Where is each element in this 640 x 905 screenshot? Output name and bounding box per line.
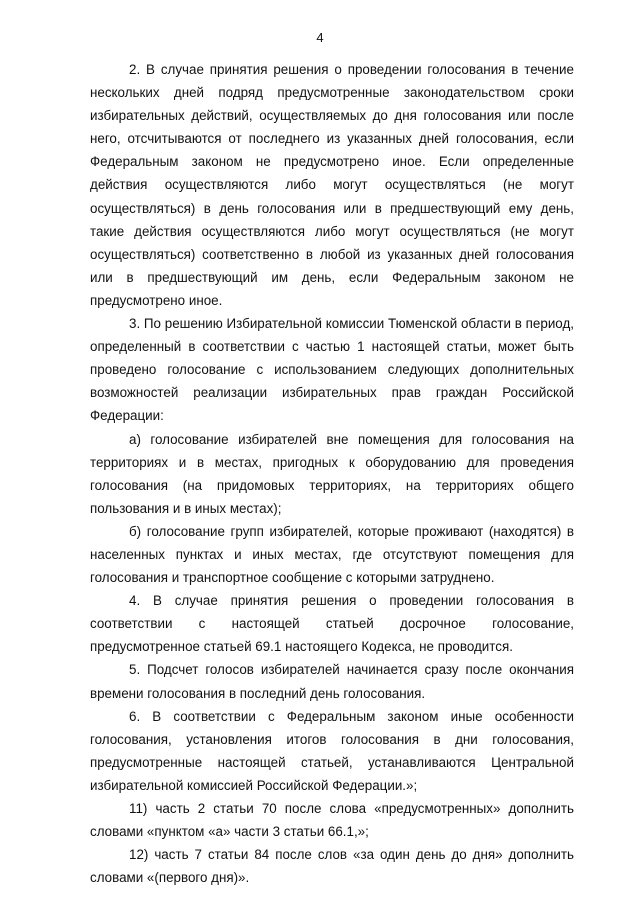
document-body (90, 58, 574, 889)
page-number: 4 (316, 30, 324, 45)
paragraph-3-a: а) голосование избирателей вне помещения для голосования на территориях и в местах, пригодных к оборудованию для проведения голосования (на придомовых территориях, на территориях общего пользования и в иных местах); (90, 431, 574, 516)
paragraph-3-b: б) голосование групп избирателей, которые проживают (находятся) в населенных пунктах и иных местах, где отсутствуют помещения для голосования и транспортное сообщение с которыми затруднено. (90, 523, 574, 586)
paragraph-4: 4. В случае принятия решения о проведении голосования в соответствии с настоящей статьей досрочное голосование, предусмотренное статьей 69.1 настоящего Кодекса, не проводится. (90, 593, 574, 655)
amendment-item-11: 11) часть 2 статьи 70 после слова «предусмотренных» дополнить словами «пунктом «а» части 3 статьи 66.1,»; (90, 801, 574, 840)
paragraph-2: 2. В случае принятия решения о проведении голосования в течение нескольких дней подряд предусмотренные законодательством сроки избирательных действий, осуществляемых до дня голосования или после него, отсчитываются от последнего из указанных дней голосования, если Федеральным законом не предусмотрено иное. Если определенные действия осуществляются либо могут осуществляться (не могут осуществляться) в день голосования или в предшествующий ему день, такие действия осуществляются либо могут осуществляться (не могут осуществляться) соответственно в любой из указанных дней голосования или в предшествующий им день, если Федеральным законом не предусмотрено иное. (90, 62, 574, 308)
paragraph-3: 3. По решению Избирательной комиссии Тюменской области в период, определенный в соответствии с частью 1 настоящей статьи, может быть проведено голосование с использованием следующих дополнительных возможностей реализации избирательных прав граждан Российской Федерации: (90, 316, 574, 424)
amendment-item-12: 12) часть 7 статьи 84 после слов «за один день до дня» дополнить словами «(первого дня)». (90, 847, 574, 886)
paragraph-5: 5. Подсчет голосов избирателей начинается сразу после окончания времени голосования в последний день голосования. (90, 662, 574, 701)
paragraph-6: 6. В соответствии с Федеральным законом иные особенности голосования, установления итогов голосования в дни голосования, предусмотренные настоящей статьей, устанавливаются Центральной избирательной комиссией Российской Федерации.»; (90, 708, 574, 793)
